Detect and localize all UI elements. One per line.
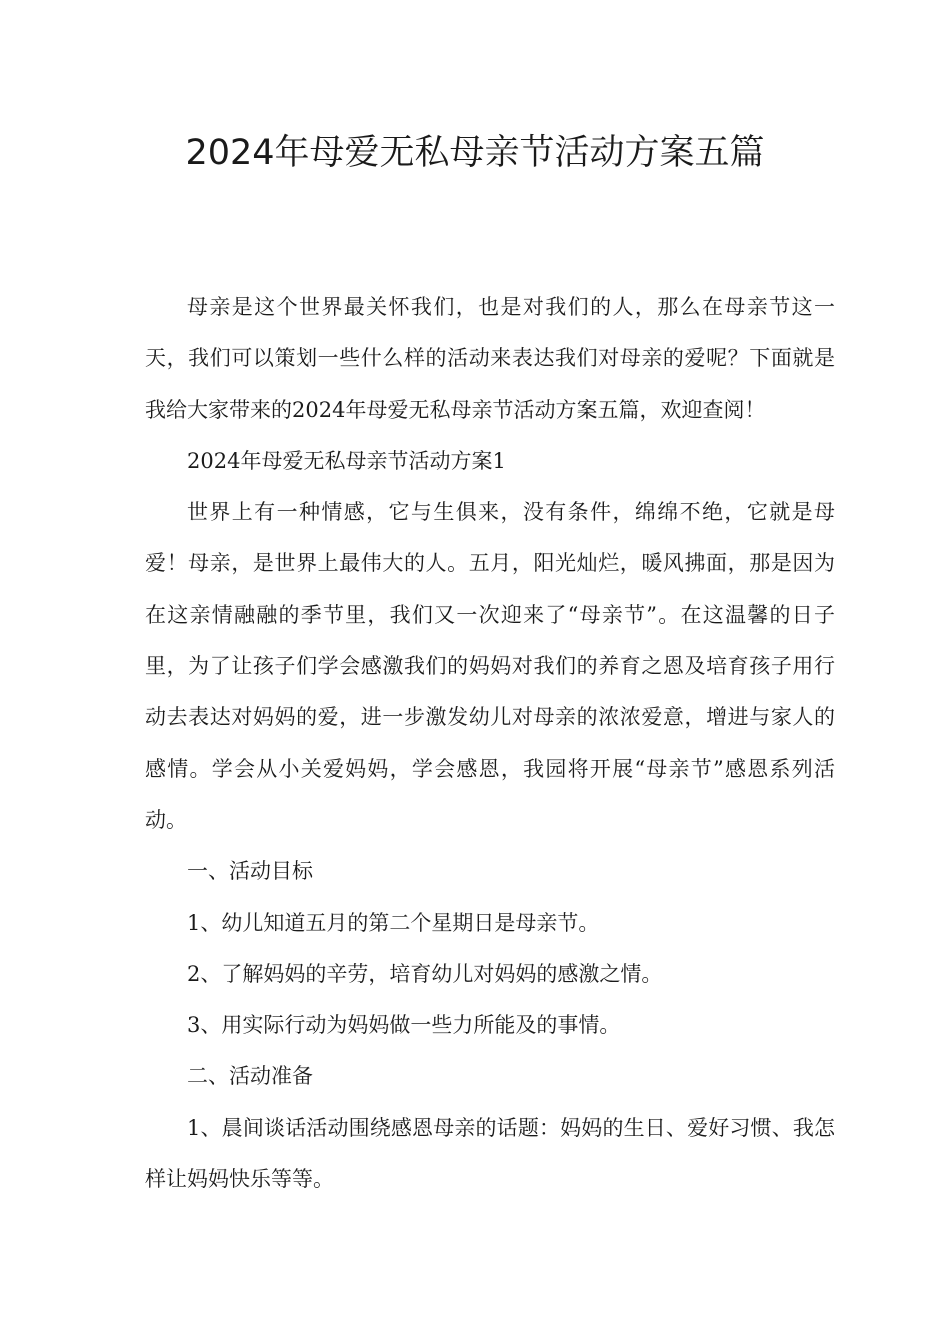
document-body bbox=[145, 282, 835, 1205]
subsection-heading: 一、活动目标 bbox=[187, 859, 313, 884]
intro-paragraph: 母亲是这个世界最关怀我们，也是对我们的人，那么在母亲节这一天，我们可以策划一些什么样的活动来表达我们对母亲的爱呢？下面就是我给大家带来的2024年母爱无私母亲节活动方案五篇，欢迎查阅！ bbox=[145, 295, 835, 422]
list-item: 2、了解妈妈的辛劳，培育幼儿对妈妈的感激之情。 bbox=[187, 961, 663, 986]
list-item: 3、用实际行动为妈妈做一些力所能及的事情。 bbox=[187, 1013, 621, 1038]
list-item: 1、晨间谈话活动围绕感恩母亲的话题：妈妈的生日、爱好习惯、我怎样让妈妈快乐等等。 bbox=[145, 1115, 835, 1192]
subsection-heading: 二、活动准备 bbox=[187, 1064, 313, 1089]
body-paragraph: 世界上有一种情感，它与生俱来，没有条件，绵绵不绝，它就是母爱！母亲，是世界上最伟大的人。五月，阳光灿烂，暖风拂面，那是因为在这亲情融融的季节里，我们又一次迎来了“母亲节”。在这温馨的日子里，为了让孩子们学会感激我们的妈妈对我们的养育之恩及培育孩子用行动去表达对妈妈的爱，进一步激发幼儿对母亲的浓浓爱意，增进与家人的感情。学会从小关爱妈妈，学会感恩，我园将开展“母亲节”感恩系列活动。 bbox=[145, 500, 835, 832]
document-title: 2024年母爱无私母亲节活动方案五篇 bbox=[185, 133, 765, 173]
section-heading: 2024年母爱无私母亲节活动方案1 bbox=[187, 448, 506, 473]
list-item: 1、幼儿知道五月的第二个星期日是母亲节。 bbox=[187, 910, 600, 935]
